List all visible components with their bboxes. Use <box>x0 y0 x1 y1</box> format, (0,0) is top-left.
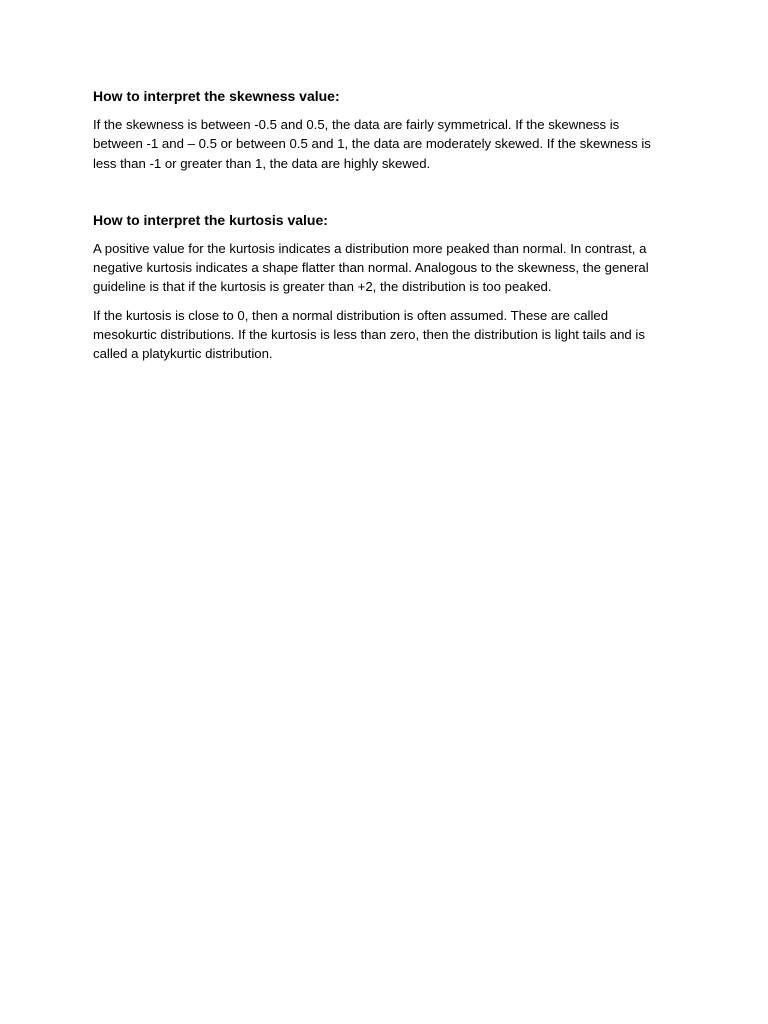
document-body <box>93 86 668 373</box>
skewness-section <box>93 86 668 173</box>
kurtosis-section <box>93 210 668 364</box>
kurtosis-paragraph-1: A positive value for the kurtosis indicates a distribution more peaked than normal. In contrast, a negative kurtosis indicates a shape flatter than normal. Analogous to the skewness, the general guideline is that if the kurtosis is greater than +2, the distribution is too peaked. <box>93 240 649 295</box>
skewness-paragraph: If the skewness is between -0.5 and 0.5, the data are fairly symmetrical. If the skewness is between -1 and – 0.5 or between 0.5 and 1, the data are moderately skewed. If the skewness is less than -1 or greater than 1, the data are highly skewed. <box>93 117 651 171</box>
skewness-heading: How to interpret the skewness value: <box>93 88 340 104</box>
section-spacer <box>93 182 668 210</box>
kurtosis-heading: How to interpret the kurtosis value: <box>93 211 328 228</box>
kurtosis-paragraph-2: If the kurtosis is close to 0, then a normal distribution is often assumed. These are called mesokurtic distributions. If the kurtosis is less than zero, then the distribution is light tails and is called a platykurtic distribution. <box>93 307 645 362</box>
